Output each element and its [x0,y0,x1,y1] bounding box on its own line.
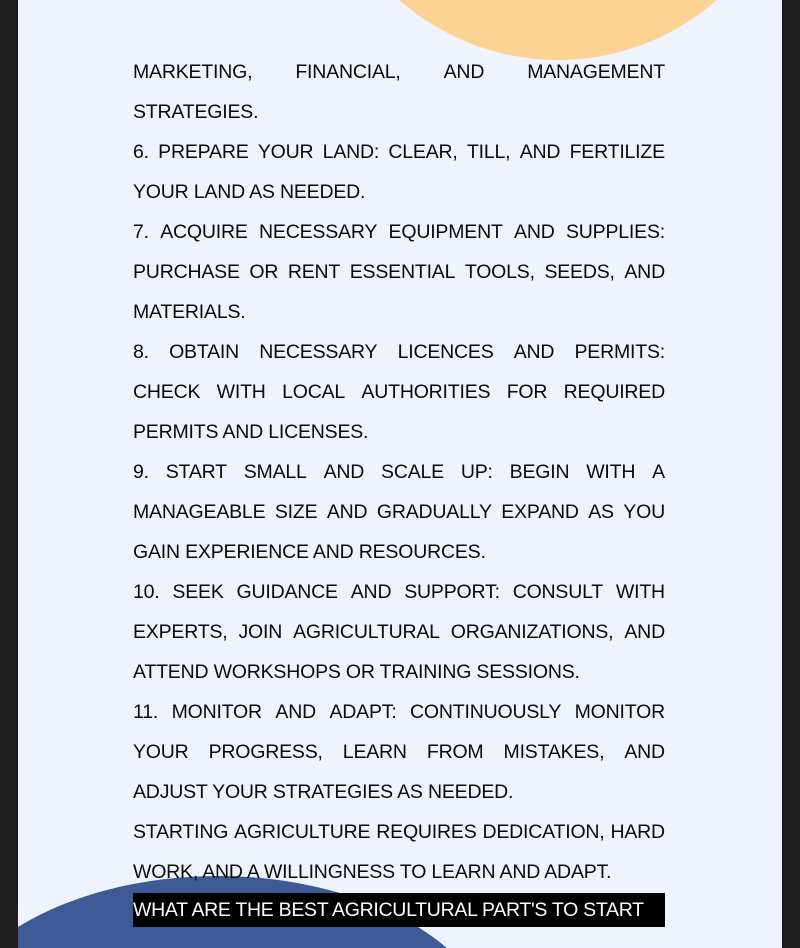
word: LEARN [342,741,407,763]
word: SIZE [274,501,318,523]
highlighted-heading: WHAT ARE THE BEST AGRICULTURAL PART'S TO START [133,893,665,927]
word: WITH [586,461,636,483]
word: OR [249,261,279,283]
word: START [165,461,227,483]
word: 11. [133,701,159,723]
word: LAND: [322,141,380,163]
word: CONSULT [512,581,604,603]
word: REQUIRED [563,381,665,403]
word: YOUR [257,141,314,163]
text-line [133,332,665,372]
word: EXPERTS, [133,621,228,643]
word: FERTILIZE [569,141,665,163]
text-line: ATTEND WORKSHOPS OR TRAINING SESSIONS. [133,661,580,683]
word: AND [350,581,392,603]
text-line [133,212,665,252]
text-line [133,732,665,772]
word: LOCAL [282,381,346,403]
text-line [133,372,665,412]
word: YOUR [133,741,189,763]
text-line [133,132,665,172]
word: ESSENTIAL [349,261,456,283]
word: ADAPT: [329,701,397,723]
word: AND [326,501,368,523]
word: MISTAKES, [503,741,605,763]
word: GUIDANCE [236,581,338,603]
word: WITH [615,581,665,603]
word: DEDICATION, [482,821,605,843]
text-line: ADJUST YOUR STRATEGIES AS NEEDED. [133,781,514,803]
word: AND [513,341,555,363]
word: AGRICULTURE [234,821,371,843]
word: MONITOR [171,701,262,723]
word: MARKETING, [133,61,253,83]
word: AGRICULTURAL [293,621,440,643]
text-line: YOUR LAND AS NEEDED. [133,181,366,203]
word: 9. [133,461,149,483]
word: EXPAND [501,501,579,523]
word: 8. [133,341,149,363]
word: AND [323,461,365,483]
word: PROGRESS, [208,741,323,763]
word: ACQUIRE [160,221,248,243]
word: MONITOR [574,701,665,723]
text-line [133,252,665,292]
word: UP: [460,461,493,483]
word: NECESSARY [259,341,378,363]
word: LICENCES [397,341,494,363]
text-line [133,52,665,92]
word: AND [624,741,665,763]
text-line [133,492,665,532]
word: MANAGEMENT [527,61,665,83]
word: AND [624,621,665,643]
word: EQUIPMENT [388,221,503,243]
word: AND [275,701,316,723]
word: YOU [623,501,665,523]
word: OBTAIN [169,341,240,363]
word: GRADUALLY [376,501,492,523]
text-line: PERMITS AND LICENSES. [133,421,369,443]
word: STARTING [133,821,229,843]
word: REQUIRES [376,821,477,843]
decorative-peach-shape [318,0,782,60]
word: AS [588,501,614,523]
word: SEEK [172,581,224,603]
word: 10. [133,581,160,603]
word: SEEDS, [544,261,615,283]
text-line: MATERIALS. [133,301,246,323]
word: SUPPLIES: [565,221,665,243]
word: TILL, [466,141,511,163]
text-line [133,612,665,652]
word: RENT [287,261,341,283]
word: HARD [610,821,665,843]
word: FOR [506,381,548,403]
word: 7. [133,221,149,243]
word: 6. [133,141,149,163]
word: AUTHORITIES [361,381,491,403]
word: FROM [426,741,484,763]
word: TOOLS, [464,261,535,283]
text-line [133,812,665,852]
text-line [133,692,665,732]
word: PURCHASE [133,261,240,283]
word: CLEAR, [388,141,458,163]
word: A [652,461,665,483]
word: NECESSARY [259,221,378,243]
text-line: STRATEGIES. [133,101,259,123]
text-line [133,572,665,612]
word: ORGANIZATIONS, [450,621,614,643]
word: BEGIN [509,461,570,483]
word: PERMITS: [574,341,665,363]
text-line: GAIN EXPERIENCE AND RESOURCES. [133,541,486,563]
word: SUPPORT: [404,581,500,603]
article-text [133,52,665,892]
word: FINANCIAL, [295,61,401,83]
word: JOIN [238,621,283,643]
text-line [133,452,665,492]
word: CHECK [133,381,201,403]
word: PREPARE [158,141,249,163]
word: CONTINUOUSLY [410,701,562,723]
word: SMALL [243,461,307,483]
word: SCALE [381,461,444,483]
word: WITH [216,381,266,403]
text-line: WORK, AND A WILLINGNESS TO LEARN AND ADAPT. [133,861,612,883]
word: MANAGEABLE [133,501,266,523]
word: AND [519,141,561,163]
word: AND [514,221,555,243]
word: AND [443,61,485,83]
word: AND [624,261,665,283]
